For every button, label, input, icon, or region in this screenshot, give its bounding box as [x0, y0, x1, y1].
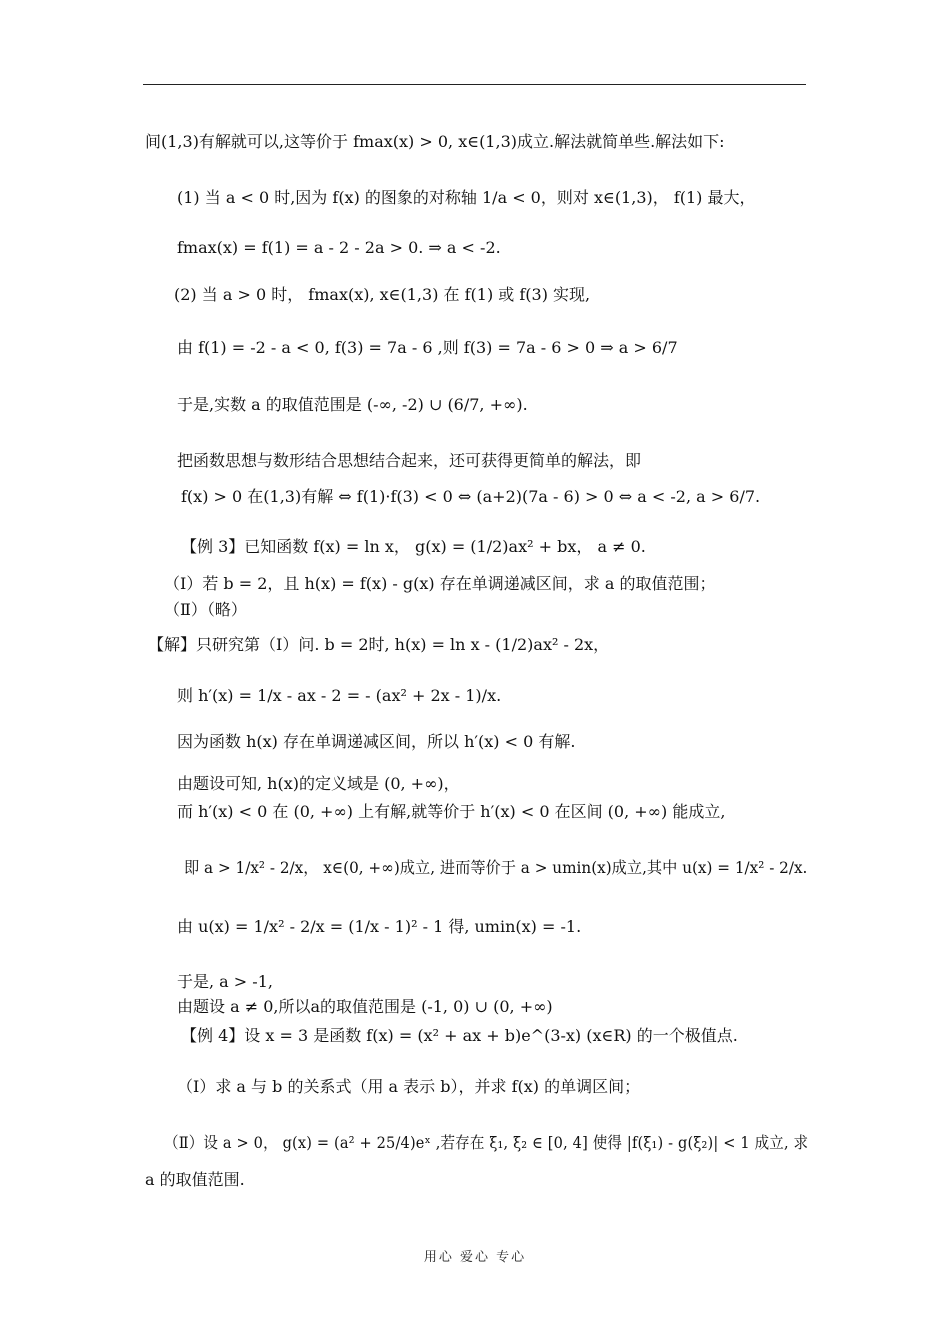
text-line: 由题设可知, h(x)的定义域是 (0, +∞)， [177, 774, 460, 793]
example-3-heading: 【例 3】已知函数 f(x) = ln x， g(x) = (1/2)ax² + bx， a ≠ 0. [181, 537, 646, 556]
text-line: 于是,实数 a 的取值范围是 (-∞, -2) ∪ (6/7, +∞). [177, 395, 528, 414]
solution-heading: 【解】只研究第（I）问. b = 2时, h(x) = ln x - (1/2)ax² - 2x， [148, 635, 610, 654]
text-line: 即 a > 1/x² - 2/x， x∈(0, +∞)成立, 进而等价于 a > umin(x)成立,其中 u(x) = 1/x² - 2/x. [184, 858, 808, 877]
text-line: 而 h′(x) < 0 在 (0, +∞) 上有解,就等价于 h′(x) < 0 在区间 (0, +∞) 能成立, [177, 802, 726, 821]
page-footer: 用心 爱心 专心 [423, 1250, 527, 1265]
text-line: fmax(x) = f(1) = a - 2 - 2a > 0. ⇒ a < -2. [177, 238, 501, 257]
text-line: （Ⅱ）（略） [164, 600, 247, 619]
text-line: 于是, a > -1, [177, 972, 273, 991]
text-line: （Ⅰ）求 a 与 b 的关系式（用 a 表示 b），并求 f(x) 的单调区间； [177, 1077, 641, 1096]
text-line: (2) 当 a > 0 时， fmax(x), x∈(1,3) 在 f(1) 或 f(3) 实现, [174, 285, 591, 304]
text-line: a 的取值范围. [145, 1170, 245, 1189]
text-line: 间(1,3)有解就可以,这等价于 fmax(x) > 0, x∈(1,3)成立.解法就简单些.解法如下: [145, 132, 725, 151]
example-4-heading: 【例 4】设 x = 3 是函数 f(x) = (x² + ax + b)e^(3-x) (x∈R) 的一个极值点. [181, 1026, 738, 1045]
text-line: 由 u(x) = 1/x² - 2/x = (1/x - 1)² - 1 得, umin(x) = -1. [177, 917, 582, 936]
text-line: 由 f(1) = -2 - a < 0, f(3) = 7a - 6 ,则 f(3) = 7a - 6 > 0 ⇒ a > 6/7 [177, 338, 678, 357]
text-line: 则 h′(x) = 1/x - ax - 2 = - (ax² + 2x - 1)/x. [177, 686, 502, 705]
text-line: 由题设 a ≠ 0,所以a的取值范围是 (-1, 0) ∪ (0, +∞) [177, 997, 553, 1016]
text-line: （Ⅱ）设 a > 0， g(x) = (a² + 25/4)eˣ ,若存在 ξ₁, ξ₂ ∈ [0, 4] 使得 |f(ξ₁) - g(ξ₂)| < 1 成立, 求 [164, 1133, 809, 1152]
text-line: 把函数思想与数形结合思想结合起来，还可获得更简单的解法，即 [177, 451, 642, 470]
text-line: （Ⅰ）若 b = 2，且 h(x) = f(x) - g(x) 存在单调递减区间，求 a 的取值范围； [164, 574, 716, 593]
text-line: f(x) > 0 在(1,3)有解 ⇔ f(1)·f(3) < 0 ⇔ (a+2)(7a - 6) > 0 ⇔ a < -2, a > 6/7. [181, 487, 761, 506]
text-line: 因为函数 h(x) 存在单调递减区间，所以 h′(x) < 0 有解. [177, 732, 576, 751]
header-rule [143, 84, 806, 85]
text-line: (1) 当 a < 0 时,因为 f(x) 的图象的对称轴 1/a < 0，则对 x∈(1,3)， f(1) 最大， [177, 188, 756, 207]
